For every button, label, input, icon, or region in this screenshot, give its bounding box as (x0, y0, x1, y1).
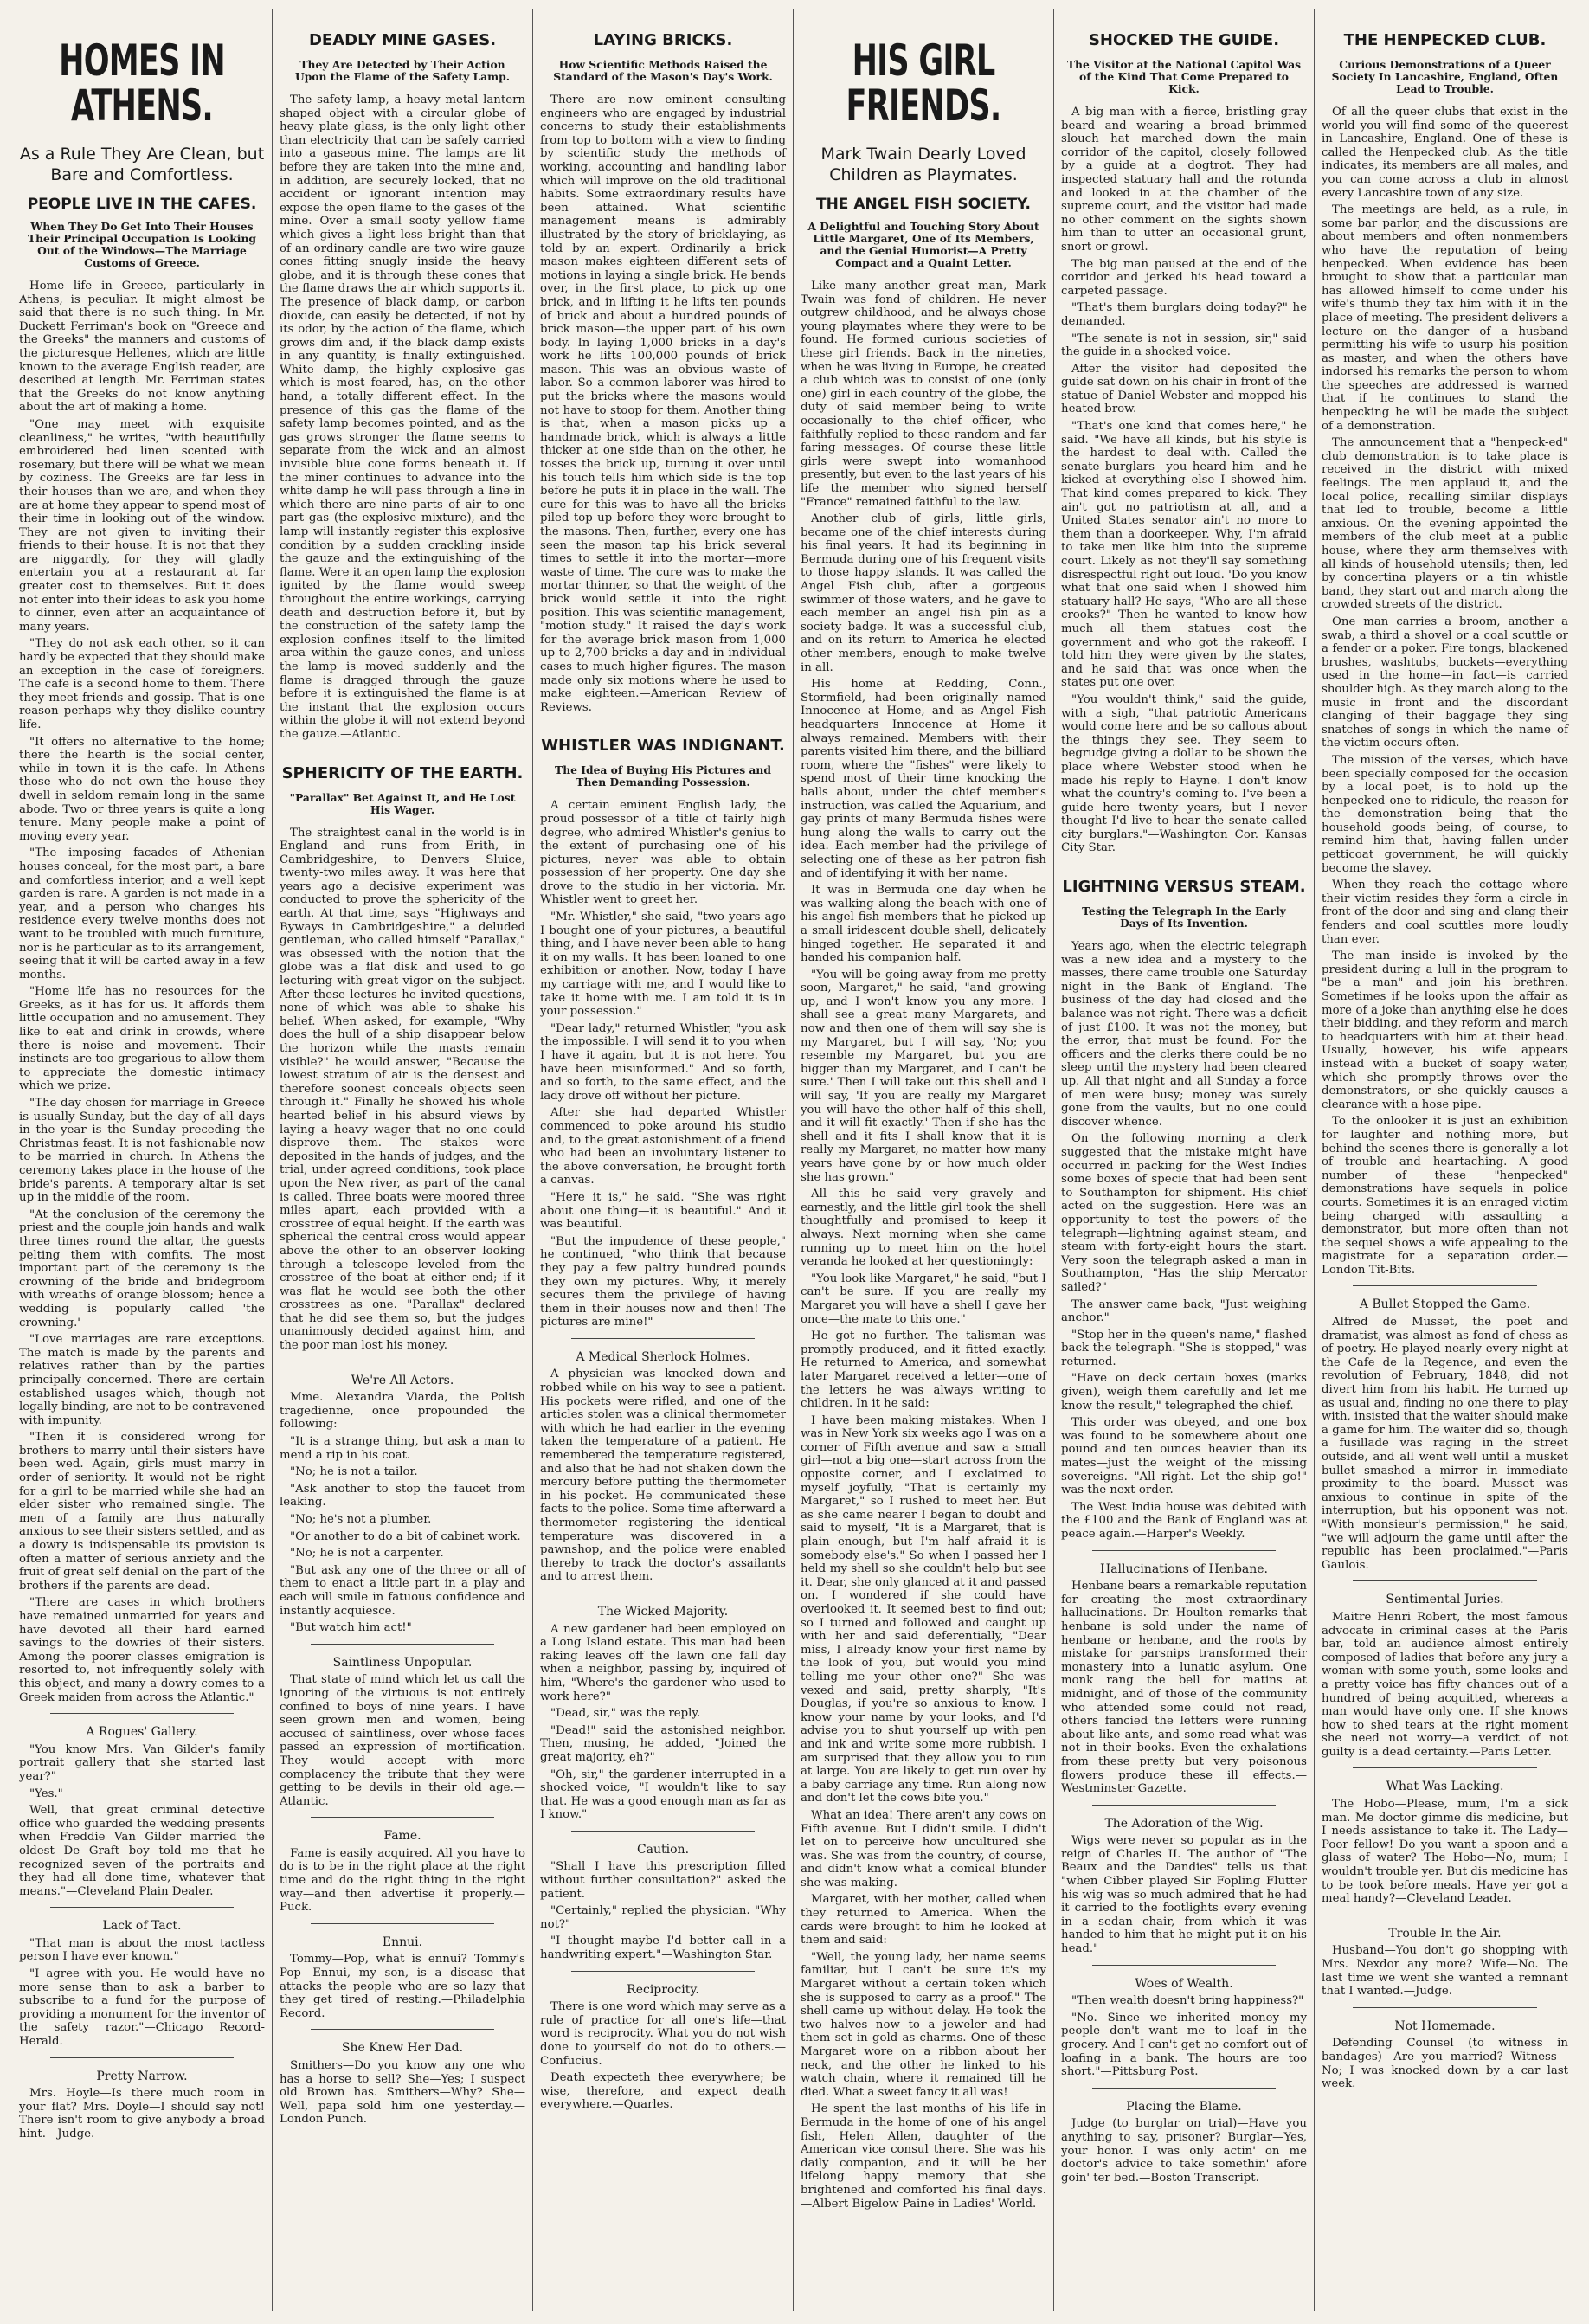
paragraph: This order was obeyed, and one box was found to be somewhere about one pound and ten ounces heavier than its mates—just the weight of the missing sovereigns. "All right. Let the ship go!" was the next order. (1061, 1416, 1307, 1497)
paragraph: The mission of the verses, which have been specially composed for the occasion by a local poet, is to hold up the henpecked one to ridicule, the reason for the demonstration being that the household goods being, of course, to remind him that, having fallen under petticoat government, he will quickly become the slavey. (1322, 753, 1568, 875)
paragraph: "No. Since we inherited money my people don't want me to loaf in the grocery. And I can't get no comfort out of loafing in a bank. The hours are too short."—Pittsburg Post. (1061, 2011, 1307, 2079)
article (280, 764, 525, 1353)
headline: Not Homemade. (1394, 2018, 1496, 2033)
paragraph: Alfred de Musset, the poet and dramatist, was almost as fond of chess as of poetry. He played nearly every night at the Cafe de la Regence, and even the revolution of February, 1848, did not divert him from his habit. He turned up as usual and, finding no one there to play with, insisted that the waiter should make a game for him. The waiter did so, though a fusillade was raging in the street outside, and all went well until a musket bullet smashed a mirror in immediate proximity to the board. Musset was anxious to continue in spite of the interruption, but his opponent was not. "With monsieur's permission," he said, "we will adjourn the game until after the republic has been proclaimed."—Paris Gaulois. (1322, 1316, 1568, 1572)
headline: A Medical Sherlock Holmes. (576, 1349, 750, 1364)
paragraph: Margaret, with her mother, called when they returned to America. When the cards were brought to him he looked at them and said: (801, 1893, 1046, 1947)
divider (571, 1831, 755, 1832)
article (540, 31, 786, 714)
headline: LIGHTNING VERSUS STEAM. (1062, 878, 1306, 897)
paragraph: "That's them burglars doing today?" he demanded. (1061, 301, 1307, 328)
paragraph: "Certainly," replied the physician. "Why not?" (540, 1904, 786, 1931)
deck: A Delightful and Touching Story About Little Margaret, One of Its Members, and the Genial Humorist—A Pretty Compact and a Quaint Letter. (807, 220, 1039, 269)
paragraph: "Yes." (29, 1786, 63, 1800)
headline: We're All Actors. (351, 1373, 454, 1387)
divider (1353, 1285, 1537, 1286)
paragraph: He got no further. The talisman was promptly produced, and it fitted exactly. He returned to America, and somewhat later Margaret received a letter—one of the letters he was always writing to children. In it he said: (801, 1329, 1046, 1411)
deck: "Parallax" Bet Against It, and He Lost His Wager. (289, 790, 516, 816)
article (280, 2029, 525, 2127)
article (280, 1362, 525, 1635)
headline: A Bullet Stopped the Game. (1359, 1297, 1531, 1312)
headline: WHISTLER WAS INDIGNANT. (541, 737, 785, 756)
paragraph: "But the impudence of these people," he continued, "who think that because they pay a few paltry hundred pounds they own my pictures. Why, it merely secures them the privilege of having them in their houses now and then! The pictures are mine!" (540, 1234, 786, 1329)
headline: She Knew Her Dad. (341, 2041, 464, 2056)
paragraph: The West India house was debited with the £100 and the Bank of England was at peace again.—Harper's Weekly. (1061, 1500, 1307, 1541)
headline: Lack of Tact. (102, 1919, 182, 1934)
paragraph: There is one word which may serve as a rule of practice for all one's life—that word is reciprocity. What you do not wish done to yourself do not do to others.—Confucius. (540, 2000, 786, 2068)
divider (571, 1338, 755, 1339)
article (1061, 878, 1307, 1542)
divider (311, 1644, 494, 1645)
column-1 (12, 9, 273, 2311)
article (1322, 1767, 1568, 1905)
paragraph: The Hobo—Please, mum, I'm a sick man. Me doctor gimme dis medicine, but I needs assistance to take it. The Lady—Poor fellow! Do you want a spoon and a glass of water? The Hobo—No, mum; I wouldn't trouble yer. But dis medicine has to be took before meals. Have yer got a meal handy?—Cleveland Leader. (1322, 1798, 1568, 1906)
paragraph: "Oh, sir," the gardener interrupted in a shocked voice, "I wouldn't like to say that. He was a good enough man as far as I know." (540, 1767, 786, 1822)
paragraph: "Shall I have this prescription filled without further consultation?" asked the patient. (540, 1860, 786, 1901)
deck: When They Do Get Into Their Houses Their Principal Occupation Is Looking Out of the Windows—The Marriage Customs of Greece. (27, 220, 257, 269)
paragraph: Judge (to burglar on trial)—Have you anything to say, prisoner? Burglar—Yes, your honor. I was only actin' on me doctor's advice to take somethin' afore goin' ter bed.—Boston Transcript. (1061, 2117, 1307, 2185)
paragraph: Fame is easily acquired. All you have to do is to be in the right place at the right time and do the right thing in the right way—and then advertise it properly.—Puck. (280, 1846, 525, 1915)
paragraph: "Love marriages are rare exceptions. The match is made by the parents and relatives rather than by the parties principally concerned. There are certain established usages which, though not legally binding, are not to be contravened with impunity. (19, 1333, 265, 1427)
paragraph: Wigs were never so popular as in the reign of Charles II. The author of "The Beaux and the Dandies" tells us that "when Cibber played Sir Fopling Flutter his wig was so much admired that he had it carried to the footlights every evening in a sedan chair, from which it was handed to him that he might put it on his head." (1061, 1834, 1307, 1956)
article (1061, 1550, 1307, 1796)
article (1061, 2088, 1307, 2186)
article (1061, 1965, 1307, 2079)
paragraph: Henbane bears a remarkable reputation for creating the most extraordinary hallucinations. Dr. Houlton remarks that henbane is sold under the name of henbane or henbane, and the roots by mistake for parsnips transformed their monastery into a lunatic asylum. One monk rang the bell for matins at midnight, and of those of the community who attended some could not read, others fancied the letters were running about like ants, and some read what was not in their books. Even the exhalations from these pretty but very poisonous flowers produce these ill effects.—Westminster Gazette. (1061, 1580, 1307, 1796)
paragraph: Death expecteth thee everywhere; be wise, therefore, and expect death everywhere.—Quarles. (540, 2071, 786, 2112)
deck: The Visitor at the National Capitol Was of the Kind That Come Prepared to Kick. (1066, 58, 1302, 95)
subheadline: Mark Twain Dearly Loved Children as Playmates. (820, 145, 1026, 184)
paragraph: "Here it is," he said. "She was right about one thing—it is beautiful." And it was beautiful. (540, 1190, 786, 1232)
article (540, 1971, 786, 2112)
paragraph: "Dear lady," returned Whistler, "you ask the impossible. I will send it to you when I have it again, but it is not here. You have been misinformed." And so forth, and so forth, to the same effect, and the lady drove off without her picture. (540, 1021, 786, 1103)
article (540, 737, 786, 1329)
paragraph: Smithers—Do you know any one who has a horse to sell? She—Yes; I suspect old Brown has. Smithers—Why? She—Well, papa sold him one yesterday.—London Punch. (280, 2059, 525, 2127)
paragraph: The big man paused at the end of the corridor and jerked his head toward a carpeted passage. (1061, 257, 1307, 298)
paragraph: "You know Mrs. Van Gilder's family portrait gallery that she started last year?" (19, 1742, 265, 1783)
paragraph: "Mr. Whistler," she said, "two years ago I bought one of your pictures, a beautiful thing, and I have never been able to hang it on my walls. It has been loaned to one exhibition or another. Now, today I have my carriage with me, and I would like to take it home with me. I am told it is in your possession." (540, 911, 786, 1019)
paragraph: "The day chosen for marriage in Greece is usually Sunday, but the day of all days in the year is the Sunday preceding the Christmas feast. It is not fashionable now to be married in church. In Athens the ceremony takes place in the house of the bride's parents. A temporary altar is set up in the middle of the room. (19, 1097, 265, 1205)
paragraph: "Well, the young lady, her name seems familiar, but I can't be sure it's my Margaret without a certain token which she is supposed to carry as a proof." The shell came up without delay. He took the two halves now to a jeweler and had them set in gold as charms. One of these Margaret wore on a ribbon about her neck, and the other he linked to his watch chain, where it remained till he died. What a sweet fancy it all was! (801, 1950, 1046, 2099)
headline: Saintliness Unpopular. (332, 1655, 473, 1670)
headline: Fame. (383, 1829, 421, 1844)
paragraph: Defending Counsel (to witness in bandages)—Are you married? Witness—No; I was knocked down by a car last week. (1322, 2037, 1568, 2091)
column-3 (533, 9, 794, 2311)
article (1322, 2007, 1568, 2091)
paragraph: "No; he is not a tailor. (290, 1465, 418, 1479)
divider (50, 2057, 234, 2058)
divider (1353, 1580, 1537, 1581)
paragraph: Maitre Henri Robert, the most famous advocate in criminal cases at the Paris bar, told an audience almost entirely composed of ladies that before any jury a woman with some youth, some looks and a pretty voice has fifty chances out of a hundred of being acquitted, whereas a man would have only one. If she knows how to shed tears at the right moment she need not worry—a verdict of not guilty is a dead certainty.—Paris Letter. (1322, 1610, 1568, 1759)
paragraph: It was in Bermuda one day when he was walking along the beach with one of his angel fish members that he picked up a small iridescent double shell, delicately hinged together. He separated it and handed his companion half. (801, 884, 1046, 965)
paragraph: "But watch him act!" (290, 1621, 412, 1635)
paragraph: The safety lamp, a heavy metal lantern shaped object with a circular globe of heavy plate glass, is the only light other than electricity that can be safely carried into a gaseous mine. The lamps are lit before they are taken into the mine and, in addition, are securely locked, that no accident or ignorant intention may expose the open flame to the gases of the mine. Over a small sooty yellow flame which gives a light less bright than that of an ordinary candle are two wire gauze cones fitting snugly inside the heavy globe, and it is through these cones that the flame draws the air which supports it. The presence of black damp, or carbon dioxide, can easily be detected, if not by its odor, by the action of the flame, which grows dim and, if the black damp exists in any quantity, is finally extinguished. White damp, the highly explosive gas which is most feared, has, on the other hand, a totally different effect. In the presence of this gas the flame of the safety lamp becomes pointed, and as the gas grows stronger the flame seems to separate from the wick and an almost invisible blue cone forms beneath it. If the miner continues to advance into the white damp he will pass through a line in which there are nine parts of air to one part gas (the explosive mixture), and the lamp will instantly register this explosive condition by a sudden crackling inside the gauze and the extinguishing of the flame. Were it an open lamp the explosion ignited by the flame would sweep throughout the entire workings, carrying death and destruction before it, but by the construction of the safety lamp the explosion confines itself to the limited area within the gauze cones, and unless the lamp is moved suddenly and the flame is dragged through the gauze before it is extinguished the flame is at the instant that the explosion occurs within the globe it will not extend beyond the gauze.—Atlantic. (280, 93, 525, 741)
headline: HIS GIRL FRIENDS. (846, 35, 1001, 131)
paragraph: "One may meet with exquisite cleanliness," he writes, "with beautifully embroidered bed linen scented with rosemary, but there will be what we mean by coziness. The Greeks are far less in their houses than we are, and when they are at home they appear to spend most of their time in looking out of the window. They are not given to inviting their friends to their house. It is not that they are niggardly, for they will gladly entertain you at a restaurant at far greater cost to themselves. But it does not enter into their ideas to ask you home to dinner, even after an acquaintance of many years. (19, 417, 265, 634)
paragraph: A new gardener had been employed on a Long Island estate. This man had been raking leaves off the lawn one fall day when a neighbor, passing by, inquired of him, "Where's the gardener who used to work here?" (540, 1622, 786, 1703)
divider (1092, 1965, 1276, 1966)
headline: LAYING BRICKS. (593, 31, 733, 49)
headline: A Rogues' Gallery. (86, 1725, 198, 1740)
headline: Woes of Wealth. (1135, 1976, 1233, 1991)
paragraph: On the following morning a clerk suggested that the mistake might have occurred in packing for the West Indies some boxes of specie that had been sent to Southampton for shipment. His chief acted on the suggestion. Here was an opportunity to test the powers of the telegraph—lightning against steam, and steam with forty-eight hours the start. Very soon the telegraph asked a man in Southampton, "Has the ship Mercator sailed?" (1061, 1132, 1307, 1294)
deck: How Scientific Methods Raised the Standard of the Mason's Day's Work. (553, 58, 773, 83)
paragraph: "The senate is not in session, sir," said the guide in a shocked voice. (1061, 332, 1307, 359)
paragraph: "Dead!" said the astonished neighbor. Then, musing, he added, "Joined the great majority, eh?" (540, 1723, 786, 1764)
article (280, 31, 525, 742)
divider (311, 2029, 494, 2030)
paragraph: A physician was knocked down and robbed while on his way to see a patient. His pockets were rifled, and one of the articles stolen was a clinical thermometer with which he had earlier in the evening taken the temperature of a patient. He remembered the temperature registered, and also that he had not shaken down the mercury before putting the thermometer in his pocket. He communicated these facts to the police. Some time afterward a thermometer registering the identical temperature was discovered in a pawnshop, and the police were enabled thereby to track the doctor's assailants and to arrest them. (540, 1368, 786, 1584)
article (1061, 31, 1307, 855)
deck: Testing the Telegraph In the Early Days of Its Invention. (1082, 904, 1286, 930)
paragraph: Of all the queer clubs that exist in the world you will find some of the queerest in Lancashire, England. One of these is called the Henpecked club. As the title indicates, its members are all males, and you can come across a club in almost every Lancashire town of any size. (1322, 106, 1568, 200)
headline: The Adoration of the Wig. (1104, 1816, 1264, 1831)
article (19, 35, 265, 1704)
headline: SPHERICITY OF THE EARTH. (281, 763, 524, 782)
divider (1092, 1550, 1276, 1551)
article (280, 1644, 525, 1809)
headline: Sentimental Juries. (1386, 1593, 1504, 1607)
paragraph: Mme. Alexandra Viarda, the Polish tragedienne, once propounded the following: (280, 1391, 525, 1432)
paragraph: All this he said very gravely and earnestly, and the little girl took the shell thoughtfully and promised to keep it always. Next morning when she came running up to meet him on the hotel veranda he looked at her questioningly: (801, 1188, 1046, 1269)
article (1322, 1915, 1568, 1999)
paragraph: "At the conclusion of the ceremony the priest and the couple join hands and walk three times round the altar, the guests pelting them with comfits. The most important part of the ceremony is the crowning of the bride and bridegroom with wreaths of orange blossom; hence a wedding is popularly called 'the crowning.' (19, 1207, 265, 1329)
paragraph: When they reach the cottage where their victim resides they form a circle in front of the door and sing and clang their fenders and coal scuttles more loudly than ever. (1322, 879, 1568, 946)
deck: They Are Detected by Their Action Upon the Flame of the Safety Lamp. (294, 58, 511, 83)
article (1322, 1580, 1568, 1759)
paragraph: "They do not ask each other, so it can hardly be expected that they should make an exception in the case of foreigners. The cafe is a second home to them. There they meet friends and gossip. That is one reason perhaps why they dislike country life. (19, 637, 265, 731)
paragraph: "Then wealth doesn't bring happiness?" (1071, 1994, 1304, 2008)
headline: What Was Lacking. (1386, 1780, 1504, 1794)
article (280, 1923, 525, 2021)
paragraph: A big man with a fierce, bristling gray beard and wearing a broad brimmed slouch hat marched down the main corridor of the capitol, closely followed by a guide at a dogtrot. They had inspected statuary hall and the rotunda and looked in at the chamber of the supreme court, and the visitor had made no other comment on the sights shown him than to utter an occasional grunt, snort or growl. (1061, 106, 1307, 254)
paragraph: Mrs. Hoyle—Is there much room in your flat? Mrs. Doyle—I should say not! There isn't room to give anybody a broad hint.—Judge. (19, 2087, 265, 2141)
paragraph: "The imposing facades of Athenian houses conceal, for the most part, a bare and comfortless interior, and a well kept garden is rare. A garden is not made in a year, and a person who changes his residence every twelve months does not want to be troubled with much furniture, nor is he particular as to its arrangement, seeing that it will be carted away in a few months. (19, 847, 265, 982)
article (19, 1713, 265, 1898)
paragraph: "No; he's not a plumber. (290, 1513, 432, 1526)
article (1322, 1285, 1568, 1572)
paragraph: A certain eminent English lady, the proud possessor of a title of fairly high degree, who admired Whistler's genius to the extent of purchasing one of his pictures, never was able to obtain possession of her property. One day she drove to the studio in her victoria. Mr. Whistler went to greet her. (540, 799, 786, 907)
paragraph: "Have on deck certain boxes (marks given), weigh them carefully and let me know the result," telegraphed the chief. (1061, 1372, 1307, 1413)
paragraph: "It is a strange thing, but ask a man to mend a rip in his coat. (280, 1435, 525, 1462)
paragraph: "You look like Margaret," he said, "but I can't be sure. If you are really my Margaret you will have a shell I gave her once—the mate to this one." (801, 1271, 1046, 1326)
subheadline: As a Rule They Are Clean, but Bare and Comfortless. (19, 145, 265, 184)
paragraph: "That man is about the most tactless person I have ever known." (19, 1936, 265, 1964)
divider (1353, 2007, 1537, 2008)
paragraph: The man inside is invoked by the president during a lull in the program to "be a man" and join his brethren. Sometimes if he looks upon the affair as more of a joke than anything else he does their bidding, and they reform and march to headquarters with him at their head. Usually, however, his wife appears instead with a bucket of soapy water, which she promptly throws over the demonstrators, or she quickly causes a clearance with a hose pipe. (1322, 950, 1568, 1111)
paragraph: "But ask any one of the three or all of them to enact a little part in a play and each will smile in fatuous confidence and instantly acquiesce. (280, 1563, 525, 1618)
paragraph: "Stop her in the queen's name," flashed back the telegraph. "She is stopped," was returned. (1061, 1328, 1307, 1368)
divider (571, 1971, 755, 1972)
article (801, 35, 1046, 2211)
paragraph: "You will be going away from me pretty soon, Margaret," he said, "and growing up, and I won't know you any more. I shall see a great many Margarets, and now and then one of them will say she is my Margaret, but I will say, 'No; you resemble my Margaret, but you are bigger than my Margaret, and I can't be sure.' Then I will take out this shell and I will say, 'If you are really my Margaret you will have the other half of this shell, and it will fit exactly.' Then if she has the shell and it fits I shall know that it is really my Margaret, no matter how many years have gone by or how much older she has grown." (801, 968, 1046, 1184)
headline: HOMES IN ATHENS. (59, 35, 225, 131)
divider (50, 1907, 234, 1908)
paragraph: That state of mind which let us call the ignoring of the virtuous is not entirely confined to boys of nine years. I have seen grown men and women, being accused of saintliness, over whose faces passed an expression of mortification. They would accept with more complacency the tribute that they were getting to be devils in their old age.—Atlantic. (280, 1673, 525, 1808)
paragraph: The meetings are held, as a rule, in some bar parlor, and the discussions are about members and often nonmembers who have the reputation of being henpecked. When evidence has been brought to show that a particular man has allowed himself to come under his wife's thumb they tax him with it in the place of meeting. The president delivers a lecture on the danger of a husband permitting his wife to usurp his position as master, and when the others have indorsed his remarks the person to whom the speeches are addressed is warned that if he continues to stand the henpecking he will be made the subject of a demonstration. (1322, 203, 1568, 433)
paragraph: "Then it is considered wrong for brothers to marry until their sisters have been wed. Again, girls must marry in order of seniority. It would not be right for a girl to be married while she had an elder sister who remained single. The men of a family are thus naturally anxious to see their sisters settled, and as a dowry is indispensable its provision is often a matter of serious anxiety and the fruit of great self denial on the part of the brothers if the parents are dead. (19, 1431, 265, 1593)
headline: DEADLY MINE GASES. (308, 31, 497, 49)
paragraph: One man carries a broom, another a swab, a third a shovel or a coal scuttle or a fender or a poker. Fire tongs, blackened brushes, washtubs, buckets—everything used in the home—in fact—is carried shoulder high. As they march along to the music in front and the discordant clanging of their baggage they sing snatches of songs in which the name of the victim occurs often. (1322, 615, 1568, 750)
headline: Trouble In the Air. (1388, 1926, 1502, 1941)
headline: Reciprocity. (627, 1982, 699, 1997)
paragraph: "Or another to do a bit of cabinet work. (290, 1529, 521, 1543)
article (1322, 31, 1568, 1277)
paragraph: Well, that great criminal detective office who guarded the wedding presents when Freddie Van Gilder married the oldest De Graft boy told me that he recognized seven of the portraits and they had all done time, whatever that means."—Cleveland Plain Dealer. (19, 1804, 265, 1898)
paragraph: "You wouldn't think," said the guide, with a sigh, "that patriotic Americans would come here and be so callous about the things they see. They seem to begrudge giving a dollar to be shown the place where Webster stood when he made his reply to Hayne. I don't know what the country's coming to. I've been a guide here twenty years, but I never thought I'd live to hear the senate called city burglars."—Washington Cor. Kansas City Star. (1061, 692, 1307, 855)
headline: SHOCKED THE GUIDE. (1088, 31, 1280, 49)
newspaper-page (12, 9, 1577, 2315)
paragraph: Home life in Greece, particularly in Athens, is peculiar. It might almost be said that there is no such thing. In Mr. Duckett Ferriman's book on "Greece and the Greeks" the manners and customs of the picturesque Hellenes, which are little known to the average English reader, are described at length. Mr. Ferriman states that the Greeks do not know anything about the art of making a home. (19, 280, 265, 415)
article (280, 1817, 525, 1915)
divider (1092, 2088, 1276, 2089)
divider (1353, 1767, 1537, 1768)
column-4 (794, 9, 1054, 2311)
paragraph: "Ask another to stop the faucet from leaking. (280, 1482, 525, 1510)
article (540, 1593, 786, 1822)
subheadline: PEOPLE LIVE IN THE CAFES. (27, 196, 257, 213)
article (540, 1831, 786, 1962)
paragraph: He spent the last months of his life in Bermuda in the home of one of his angel fish, Helen Allen, daughter of the American vice consul there. She was his daily companion, and it will be her lifelong happy memory that she brightened and comforted his final days.—Albert Bigelow Paine in Ladies' World. (801, 2102, 1046, 2211)
paragraph: After the visitor had deposited the guide sat down on his chair in front of the statue of Daniel Webster and mopped his heated brow. (1061, 362, 1307, 416)
paragraph: Years ago, when the electric telegraph was a new idea and a mystery to the masses, there came trouble one Saturday night in the Bank of England. The business of the day had closed and the balance was not right. There was a deficit of just £100. It was not the money, but the error, that must be found. For the officers and the clerks there could be no sleep until the mystery had been cleared up. All that night and all Sunday a force of men were busy; money was surely gone from the vaults, but no one could discover whence. (1061, 940, 1307, 1129)
paragraph: The answer came back, "Just weighing anchor." (1061, 1297, 1307, 1325)
column-6 (1315, 9, 1575, 2311)
divider (311, 1817, 494, 1818)
paragraph: What an idea! There aren't any cows on Fifth avenue. But I didn't smile. I didn't let on to perceive how uncultured she was. She was from the country, of course, and didn't know what a comical blunder she was making. (801, 1808, 1046, 1889)
paragraph: "I agree with you. He would have no more sense than to ask a barber to subscribe to a fund for the purpose of providing a monument for the inventor of the safety razor."—Chicago Record-Herald. (19, 1967, 265, 2049)
paragraph: There are now eminent consulting engineers who are engaged by industrial concerns to study their establishments from top to bottom with a view to finding by scientific study the methods of working, accounting and handling labor which will improve on the old traditional habits. Some extraordinary results have been attained. What scientific management means is admirably illustrated by the story of bricklaying, as told by an expert. Ordinarily a brick mason makes eighteen different sets of motions in laying a single brick. He bends over, in the first place, to pick up one brick, and in lifting it he lifts ten pounds of brick and about a hundred pounds of brick mason—the upper part of his own body. In laying 1,000 bricks in a day's work he lifts 100,000 pounds of brick mason. This was an obvious waste of labor. So a common laborer was hired to put the bricks where the masons would not have to stoop for them. Another thing is that, when a mason picks up a handmade brick, which is always a little thicker at one side than on the other, he tosses the brick up, turning it over until his touch tells him which side is the top before he puts it in place in the wall. The cure for this was to have all the bricks piled top up before they were brought to the masons. Then, further, every one has seen the mason tap his brick several times to settle it into the mortar—more waste of time. The cure was to make the mortar thinner, so that the weight of the brick would settle it into the right position. This was scientific management, "motion study." It raised the day's work for the average brick mason from 1,000 up to 2,700 bricks a day and in individual cases to much higher figures. The mason made only six motions where he used to make eighteen.—American Review of Reviews. (540, 93, 786, 714)
headline: THE HENPECKED CLUB. (1343, 31, 1547, 49)
deck: The Idea of Buying His Pictures and Then Demanding Possession. (555, 763, 771, 789)
paragraph: Husband—You don't go shopping with Mrs. Nexdor any more? Wife—No. The last time we went she wanted a remnant that I wanted.—Judge. (1322, 1944, 1568, 1999)
article (19, 2057, 265, 2141)
paragraph: Tommy—Pop, what is ennui? Tommy's Pop—Ennui, my son, is a disease that attacks the people who are so lazy that they get tired of resting.—Philadelphia Record. (280, 1953, 525, 2020)
headline: Caution. (636, 1842, 690, 1857)
headline: The Wicked Majority. (597, 1604, 729, 1619)
paragraph: The announcement that a "henpeck-ed" club demonstration is to take place is received in the district with mixed feelings. The men applaud it, and the local police, recalling similar displays that led to trouble, become a little anxious. On the evening appointed the members of the club meet at a public house, where they arm themselves with all kinds of household utensils; then, led by concertina players or a tin whistle band, they start out and march along the crowded streets of the district. (1322, 436, 1568, 612)
paragraph: "It offers no alternative to the home; there the hearth is the social center, while in town it is the cafe. In Athens those who do not own the house they dwell in seldom remain long in the same abode. Two or three years is quite a long tenure. Many people make a point of moving every year. (19, 735, 265, 843)
paragraph: "I thought maybe I'd better call in a handwriting expert."—Washington Star. (540, 1935, 786, 1962)
paragraph: I have been making mistakes. When I was in New York six weeks ago I was on a corner of Fifth avenue and saw a small girl—not a big one—start across from the opposite corner, and I exclaimed to myself joyfully, "That is certainly my Margaret," so I rushed to meet her. But as she came nearer I began to doubt and said to myself, "It is a Margaret, that is plain enough, but I'm half afraid it is somebody else's." So when I passed her I held my shell so she couldn't help but see it. Dear, she only glanced at it and passed on. I wondered if she could have overlooked it. It seemed best to find out; so I turned and followed and caught up with her and said deferentially, "Dear miss, I already know your first name by the look of you, but would you mind telling me your other one?" She was vexed and said, pretty sharply, "It's Douglas, if you're so anxious to know. I know your name by your looks, and I'd advise you to shut yourself up with pen and ink and write some more rubbish. I am surprised that they allow you to run at large. You are likely to get run over by a baby carriage any time. Run along now and don't let the cows bite you." (801, 1413, 1046, 1806)
paragraph: To the onlooker it is just an exhibition for laughter and nothing more, but behind the scenes there is generally a lot of trouble and heartaching. A good number of these "henpecked" demonstrations have sequels in police courts. Sometimes it is an enraged victim being charged with assaulting a demonstrator, but more often than not the sequel shows a wife appealing to the magistrate for a separation order.—London Tit-Bits. (1322, 1115, 1568, 1277)
headline: Ennui. (382, 1935, 423, 1949)
paragraph: "Home life has no resources for the Greeks, as it has for us. It affords them little occupation and no amusement. They like to eat and drink in crowds, where there is noise and movement. Their instincts are too gregarious to allow them to appreciate the domestic intimacy which we prize. (19, 985, 265, 1093)
subheadline: THE ANGEL FISH SOCIETY. (815, 196, 1032, 213)
paragraph: The straightest canal in the world is in England and runs from Erith, in Cambridgeshire, to Denvers Sluice, twenty-two miles away. It was here that years ago a decisive experiment was conducted to prove the sphericity of the earth. At that time, says "Highways and Byways in Cambridgeshire," a deluded gentleman, who called himself "Parallax," was obsessed with the notion that the globe was a flat disk and used to go lecturing with great vigor on the subject. After these lectures he invited questions, none of which was able to shake his belief. When asked, for example, "Why does the hull of a ship disappear below the horizon while the masts remain visible?" he would answer, "Because the lowest stratum of air is the densest and therefore soonest conceals objects seen through it." Finally he showed his whole hearted belief in his absurd views by laying a heavy wager that no one could disprove them. The stakes were deposited in the hands of judges, and the trial, under agreed conditions, took place upon the New river, as part of the canal is called. Three boats were moored three miles apart, each provided with a crosstree of equal height. If the earth was spherical the central cross would appear above the other to an observer looking through a telescope leveled from the crosstree of the boat at either end; if it was flat he would see both the other crosstrees as one. "Parallax" declared that he did see them so, but the judges unanimously decided against him, and the poor man lost his money. (280, 826, 526, 1353)
paragraph: Like many another great man, Mark Twain was fond of children. He never outgrew childhood, and he always chose young playmates where they were to be found. He formed curious societies of these girl friends. Back in the nineties, when he was living in Europe, he created a club which was to consist of one (only one) girl in each country of the globe, the duty of said member being to write occasionally to the chief officer, who faithfully replied to these random and far faring messages. Of course these little girls were swept into womanhood presently, but even to the last years of his life the member who signed herself "France" remained faithful to the law. (801, 280, 1046, 509)
paragraph: Another club of girls, little girls, became one of the chief interests during his final years. It had its beginning in Bermuda during one of his frequent visits to those happy islands. It was called the Angel Fish club, after a gorgeous swimmer of those waters, and he gave to each member an angel fish pin as a society badge. It was a successful club, and on its return to America he elected other members, enough to make twelve in all. (801, 512, 1046, 674)
article (540, 1338, 786, 1584)
column-5 (1054, 9, 1315, 2311)
headline: Hallucinations of Henbane. (1099, 1561, 1269, 1576)
article (1061, 1805, 1307, 1956)
divider (1092, 1805, 1276, 1806)
headline: Pretty Narrow. (96, 2069, 188, 2083)
headline: Placing the Blame. (1126, 2099, 1242, 2114)
divider (50, 1713, 234, 1714)
paragraph: "Dead, sir," was the reply. (550, 1707, 701, 1721)
paragraph: "No; he is not a carpenter. (290, 1547, 444, 1561)
paragraph: "That's one kind that comes here," he said. "We have all kinds, but his style is the hardest to deal with. Called the senate burglars—you heard him—and he kicked at everything else I showed him. That kind comes prepared to kick. They ain't got no patriotism at all, and a United States senator ain't no more to them than a doorkeeper. Why, I'm afraid to take men like him into the supreme court. Likely as not they'll say something disrespectful right out loud. 'Do you know what that one said when I showed him statuary hall? He says, "Who are all these crooks?" Then he wanted to know how much all them statues cost the government and who got the rakeoff. I told him they were given by the states, and he said that was once when the states put one over. (1061, 420, 1307, 690)
article (19, 1907, 265, 2048)
paragraph: His home at Redding, Conn., Stormfield, had been originally named Innocence at Home, and as Angel Fish headquarters Innocence at Home it always remained. Members with their parents visited him there, and the billiard room, where the "fishes" were likely to spend most of their time knocking the balls about, under the chief member's instruction, was called the Aquarium, and gay prints of many Bermuda fishes were hung along the walls to carry out the idea. Each member had the privilege of selecting one of these as her patron fish and of identifying it with her name. (801, 678, 1046, 880)
paragraph: "There are cases in which brothers have remained unmarried for years and have devoted all their hard earned savings to the dowries of their sisters. Among the poorer classes emigration is resorted to, not infrequently solely with this object, and many a dowry comes to a Greek maiden from across the Atlantic." (19, 1596, 265, 1704)
paragraph: After she had departed Whistler commenced to poke around his studio and, to the great astonishment of a friend who had been an involuntary listener to the above conversation, he brought forth a canvas. (540, 1106, 786, 1188)
deck: Curious Demonstrations of a Queer Society In Lancashire, England, Often Lead to Trouble. (1331, 58, 1559, 95)
column-2 (273, 9, 533, 2311)
divider (311, 1923, 494, 1924)
